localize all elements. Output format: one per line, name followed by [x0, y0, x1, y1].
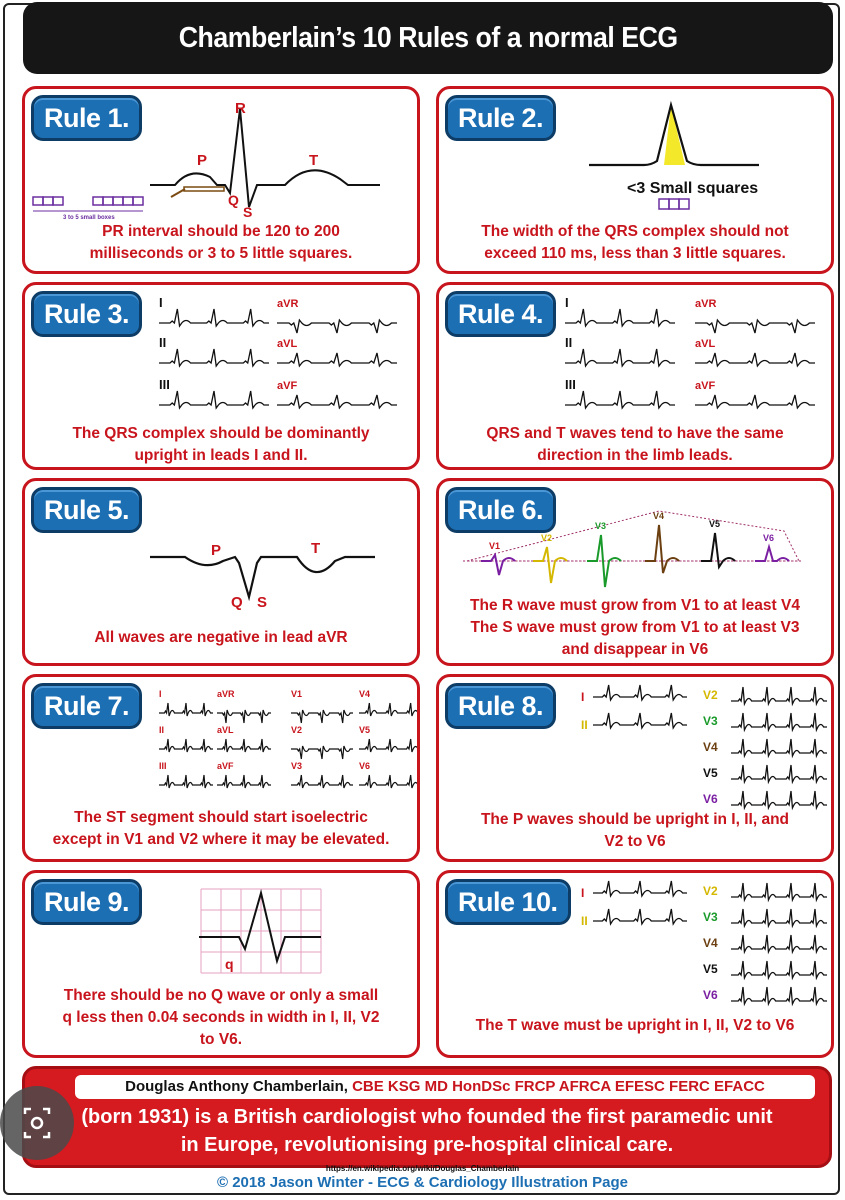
lead-label-v5: V5 [703, 962, 718, 976]
complex-v6 [755, 547, 789, 561]
rule-2-badge: Rule 2. [445, 95, 556, 141]
lead-label-iii: III [159, 761, 167, 771]
ecg-trace-iii [159, 391, 269, 408]
source-url: https://en.wikipedia.org/wiki/Douglas_Chamberlain [325, 1164, 520, 1173]
t-wave-label: T [309, 152, 319, 169]
rule-10-caption: The T wave must be upright in I, II, V2 to V6 [475, 1017, 795, 1034]
lead-label-avr: aVR [277, 298, 299, 310]
rule-8-caption: The P waves should be upright in I, II, and V2 to V6 [480, 811, 790, 850]
ecg-trace-v5 [731, 765, 827, 782]
biography-name-strip [75, 1075, 815, 1099]
ecg-trace-iii [159, 775, 213, 788]
rule-3-badge: Rule 3. [31, 291, 142, 337]
ecg-trace-ii [159, 739, 213, 752]
lead-label-v4: V4 [359, 689, 371, 699]
ecg-trace-ii [593, 713, 687, 728]
lead-label-avr: aVR [217, 689, 235, 699]
lead-label-i: I [581, 690, 585, 704]
rule-8-badge: Rule 8. [445, 683, 556, 729]
biography-line-1: (born 1931) is a British cardiologist who founded the first paramedic unit [81, 1106, 773, 1128]
lead-label-avf: aVF [695, 380, 716, 392]
rule-6-badge: Rule 6. [445, 487, 556, 533]
lead-label-v4: V4 [653, 511, 665, 521]
ecg-trace-i [565, 309, 675, 326]
rule-7-caption: The ST segment should start isoelectric except in V1 and V2 where it may be elevated. [52, 809, 390, 848]
rule-1-caption: PR interval should be 120 to 200 milliseconds or 3 to 5 little squares. [89, 223, 353, 262]
lead-label-v3: V3 [595, 521, 607, 531]
ecg-trace-v4 [359, 703, 420, 716]
lead-label-avl: aVL [695, 338, 716, 350]
ecg-trace-ii [565, 349, 675, 366]
lead-label-v2: V2 [291, 725, 303, 735]
ecg-trace-avl [217, 739, 271, 752]
rule-8-card [436, 674, 834, 862]
lead-label-i: I [159, 689, 162, 699]
q-wave-trace [199, 893, 321, 961]
copyright-notice: © 2018 Jason Winter - ECG & Cardiology Illustration Page [216, 1174, 628, 1191]
lead-label-ii: II [159, 725, 165, 735]
ecg-trace-v1 [291, 710, 353, 723]
ecg-trace-v6 [731, 791, 827, 808]
ecg-trace-v3 [731, 909, 827, 926]
lead-label-avf: aVF [217, 761, 234, 771]
ecg-trace-v5 [359, 739, 420, 752]
ecg-trace-v4 [731, 935, 827, 952]
lead-label-v2: V2 [541, 533, 553, 543]
ecg-trace-v2 [731, 883, 827, 900]
page-title: Chamberlain’s 10 Rules of a normal ECG [178, 21, 678, 54]
s-wave-label: S [243, 204, 253, 220]
lead-label-ii: II [581, 718, 588, 732]
ecg-trace-v2 [291, 746, 353, 759]
ecg-trace-ii [159, 349, 269, 366]
rule-4-badge: Rule 4. [445, 291, 556, 337]
rule-3-card [22, 282, 420, 470]
rule-9-badge: Rule 9. [31, 879, 142, 925]
lead-label-v3: V3 [703, 714, 718, 728]
lead-label-ii: II [159, 335, 167, 350]
q-wave-label: Q [228, 192, 239, 208]
biography-banner [22, 1066, 832, 1168]
rule-4-caption: QRS and T waves tend to have the same direction in the limb leads. [486, 425, 784, 464]
ecg-trace-v6 [359, 775, 420, 788]
ecg-trace-v6 [731, 987, 827, 1004]
rule-6-caption: The R wave must grow from V1 to at least V4 The S wave must grow from V1 to at least V3 and disappear in V6 [470, 597, 800, 658]
biography-line-2: in Europe, revolutionising pre-hospital clinical care. [180, 1134, 674, 1156]
ecg-trace-v2 [731, 687, 827, 704]
complex-v1 [481, 555, 515, 575]
ecg-trace-avr [217, 710, 271, 723]
complex-v2 [533, 547, 567, 583]
q-wave-label: Q [231, 594, 243, 611]
ecg-trace-avr [277, 320, 397, 333]
t-wave-label: T [311, 540, 321, 557]
lead-label-v6: V6 [359, 761, 371, 771]
ecg-trace-avr [695, 320, 815, 333]
ecg-trace-i [159, 703, 213, 716]
rule-7-badge: Rule 7. [31, 683, 142, 729]
q-wave-label: q [225, 956, 234, 972]
ecg-trace-v3 [731, 713, 827, 730]
complex-v4 [645, 525, 679, 573]
ecg-trace-iii [565, 391, 675, 408]
lead-label-v2: V2 [703, 884, 718, 898]
rule-10-card [436, 870, 834, 1058]
rule-1-card [22, 86, 420, 274]
rule-9-caption: There should be no Q wave or only a small q less then 0.04 seconds in width in I, II, V2 to V6. [62, 987, 380, 1048]
r-wave-label: R [235, 100, 246, 117]
small-squares-label: <3 Small squares [627, 180, 759, 197]
rule-5-caption: All waves are negative in lead aVR [94, 629, 348, 646]
lead-label-v3: V3 [291, 761, 303, 771]
ecg-trace-i [593, 881, 687, 896]
rule-7-card [22, 674, 420, 862]
pink-ecg-grid [201, 889, 321, 973]
rule-9-card [22, 870, 420, 1058]
ecg-trace-avl [277, 353, 397, 366]
progression-outline [467, 511, 799, 561]
rule-10-badge: Rule 10. [445, 879, 571, 925]
rule-1-badge: Rule 1. [31, 95, 142, 141]
lead-label-i: I [565, 295, 569, 310]
ecg-trace-avf [695, 395, 815, 408]
p-wave-label: P [211, 542, 222, 559]
ecg-trace-v3 [291, 775, 353, 788]
lead-label-i: I [159, 295, 163, 310]
lead-label-v4: V4 [703, 936, 718, 950]
rule-2-card [436, 86, 834, 274]
ecg-trace-avl [695, 353, 815, 366]
lead-label-v3: V3 [703, 910, 718, 924]
lead-label-v2: V2 [703, 688, 718, 702]
lead-label-v1: V1 [489, 541, 501, 551]
lead-label-v5: V5 [709, 519, 721, 529]
complex-v5 [701, 533, 735, 567]
rule-2-caption: The width of the QRS complex should not exceed 110 ms, less than 3 little squares. [481, 223, 789, 262]
boxes-note: 3 to 5 small boxes [63, 215, 115, 221]
rule-5-badge: Rule 5. [31, 487, 142, 533]
lead-label-v1: V1 [291, 689, 303, 699]
lead-label-v5: V5 [703, 766, 718, 780]
lead-label-iii: III [565, 377, 576, 392]
lead-label-avl: aVL [217, 725, 234, 735]
s-wave-label: S [257, 594, 268, 611]
ecg-trace-v5 [731, 961, 827, 978]
title-banner [23, 2, 833, 74]
ecg-trace-i [593, 685, 687, 700]
ecg-trace-i [159, 309, 269, 326]
chamberlain-name: Douglas Anthony Chamberlain, [125, 1078, 348, 1095]
lens-icon [22, 1106, 52, 1140]
ecg-trace-v4 [731, 739, 827, 756]
lead-label-v5: V5 [359, 725, 371, 735]
chamberlain-credentials: CBE KSG MD HonDSc FRCP AFRCA EFESC FERC EFACC [347, 1078, 765, 1095]
lead-label-iii: III [159, 377, 170, 392]
lead-label-avl: aVL [277, 338, 298, 350]
lead-label-avr: aVR [695, 298, 717, 310]
lead-label-ii: II [565, 335, 573, 350]
lead-label-v6: V6 [763, 533, 775, 543]
ecg-trace-avf [217, 775, 271, 788]
lead-label-ii: II [581, 914, 588, 928]
lead-label-avf: aVF [277, 380, 298, 392]
rule-5-card [22, 478, 420, 666]
lead-label-v6: V6 [703, 988, 718, 1002]
p-wave-label: P [197, 152, 208, 169]
ecg-trace-ii [593, 909, 687, 924]
lead-label-v4: V4 [703, 740, 718, 754]
lead-label-v6: V6 [703, 792, 718, 806]
rule-3-caption: The QRS complex should be dominantly upright in leads I and II. [72, 425, 370, 464]
ecg-trace-avf [277, 395, 397, 408]
rule-4-card [436, 282, 834, 470]
lead-label-i: I [581, 886, 585, 900]
rule-6-card [436, 478, 834, 666]
